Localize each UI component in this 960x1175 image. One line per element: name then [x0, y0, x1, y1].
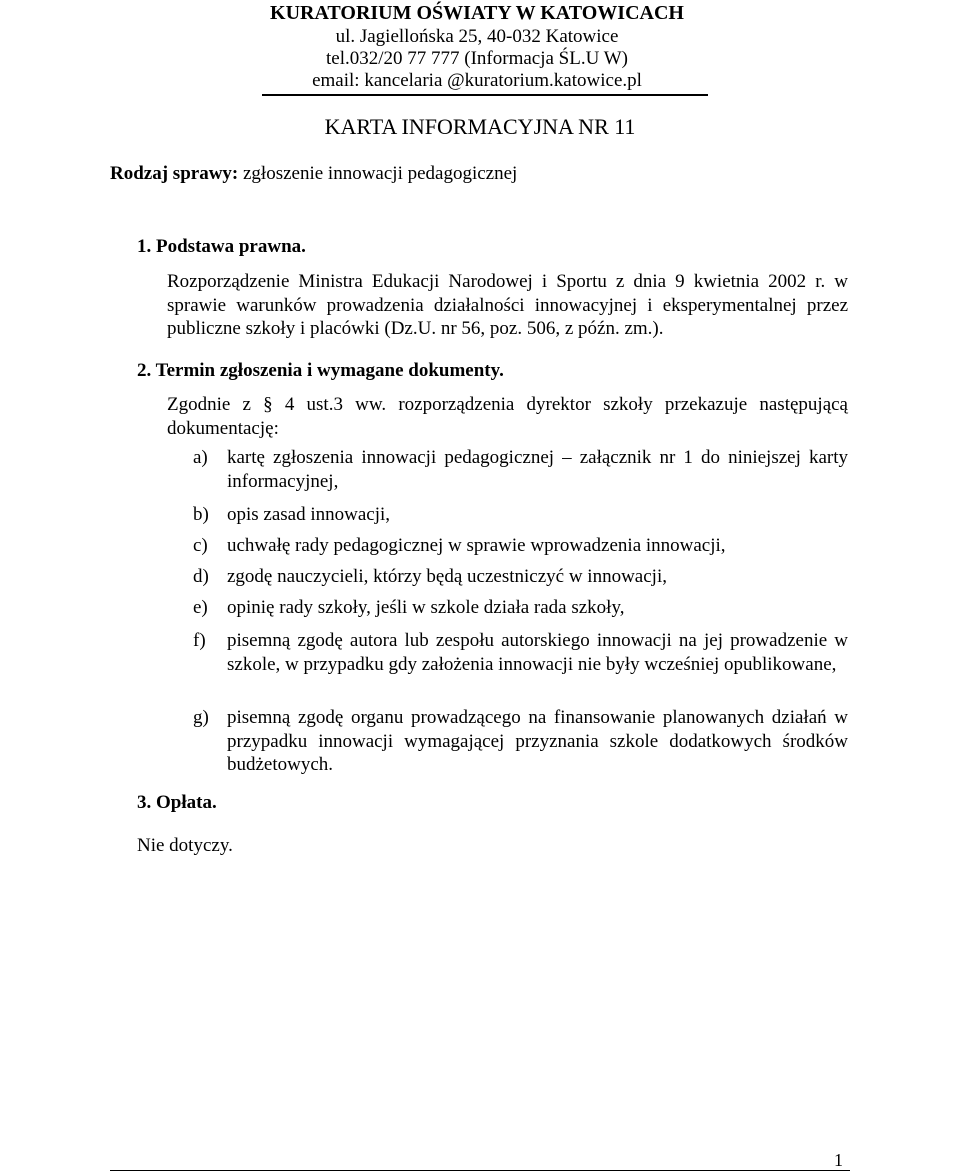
section-heading: 3. Opłata.	[137, 792, 217, 813]
list-item-text: pisemną zgodę autora lub zespołu autorskiego innowacji na jej prowadzenie w szkole, w przypadku gdy założenia innowacji nie były wcześniej opublikowane,	[227, 630, 848, 675]
document-title: KARTA INFORMACYJNA NR 11	[324, 114, 636, 139]
list-item-letter: a)	[193, 447, 208, 468]
institution-email: email: kancelaria @kuratorium.katowice.pl	[312, 70, 642, 91]
list-item-text: opis zasad innowacji,	[227, 504, 391, 525]
case-type-value: zgłoszenie innowacji pedagogicznej	[238, 163, 518, 184]
case-type-label: Rodzaj sprawy:	[110, 163, 239, 184]
list-item-letter: c)	[193, 535, 208, 556]
institution-phone: tel.032/20 77 777 (Informacja ŚL.U W)	[326, 48, 628, 69]
list-item-text: opinię rady szkoły, jeśli w szkole działa rada szkoły,	[227, 597, 625, 618]
list-item	[193, 706, 848, 777]
list-item-text: zgodę nauczycieli, którzy będą uczestniczyć w innowacji,	[227, 566, 667, 587]
section-body: Nie dotyczy.	[137, 835, 233, 856]
institution-name: KURATORIUM OŚWIATY W KATOWICACH	[270, 2, 684, 24]
list-item	[193, 446, 848, 493]
list-item-letter: d)	[193, 566, 209, 587]
list-item-letter: e)	[193, 597, 208, 618]
list-item	[193, 629, 848, 676]
footer-divider	[110, 1170, 850, 1171]
list-item-letter: b)	[193, 504, 209, 525]
case-type	[110, 163, 517, 185]
section-body: Rozporządzenie Ministra Edukacji Narodowej i Sportu z dnia 9 kwietnia 2002 r. w sprawie warunków prowadzenia działalności innowacyjnej i eksperymentalnej przez publiczne szkoły i placówki (Dz.U. nr 56, poz. 506, z późn. zm.).	[167, 271, 848, 339]
section-heading: 2. Termin zgłoszenia i wymagane dokumenty.	[137, 360, 504, 381]
list-item	[193, 565, 848, 589]
list-item-text: pisemną zgodę organu prowadzącego na finansowanie planowanych działań w przypadku innowacji wymagającej przyznania szkole dodatkowych środków budżetowych.	[227, 707, 848, 775]
section-heading: 1. Podstawa prawna.	[137, 236, 306, 257]
list-item-letter: f)	[193, 630, 206, 651]
list-item	[193, 534, 848, 558]
list-item-text: uchwałę rady pedagogicznej w sprawie wprowadzenia innowacji,	[227, 535, 726, 556]
list-item	[193, 596, 848, 620]
list-item-letter: g)	[193, 707, 209, 728]
header-divider	[262, 94, 708, 96]
institution-address: ul. Jagiellońska 25, 40-032 Katowice	[335, 26, 619, 47]
list-item	[193, 503, 848, 527]
page-number: 1	[834, 1150, 843, 1170]
list-item-text: kartę zgłoszenia innowacji pedagogicznej – załącznik nr 1 do niniejszej karty informacyjnej,	[227, 447, 848, 492]
section-body: Zgodnie z § 4 ust.3 ww. rozporządzenia dyrektor szkoły przekazuje następującą dokumentację:	[167, 394, 848, 439]
